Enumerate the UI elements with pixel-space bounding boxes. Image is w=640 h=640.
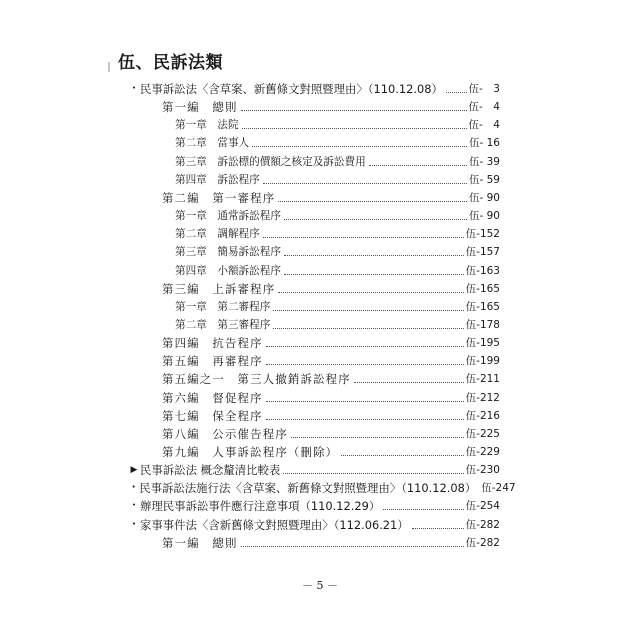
dot-leader bbox=[242, 128, 467, 129]
bullet-icon: ・ bbox=[128, 82, 140, 95]
dot-leader bbox=[263, 183, 467, 184]
toc-entry-title: 第六編 督促程序 bbox=[162, 390, 263, 405]
toc-entry-page: 伍-152 bbox=[465, 228, 500, 241]
toc-entry-title: 第五編之一 第三人撤銷訴訟程序 bbox=[162, 372, 351, 387]
toc-entry-title: 第一編 總則 bbox=[162, 535, 238, 550]
dot-leader bbox=[241, 546, 464, 547]
toc-entry-title: 民事訴訟法 概念釐清比較表 bbox=[140, 463, 281, 478]
dot-leader bbox=[241, 110, 467, 111]
toc-entry-page: 伍-212 bbox=[465, 391, 500, 404]
toc-entry bbox=[162, 532, 500, 550]
toc-entry-page: 伍-157 bbox=[465, 246, 500, 259]
toc-entry-title: 第一章 通常訴訟程序 bbox=[175, 210, 281, 223]
toc-entry bbox=[175, 169, 500, 187]
dot-leader bbox=[291, 437, 464, 438]
bullet-icon: ・ bbox=[128, 517, 140, 531]
dot-leader bbox=[284, 219, 467, 220]
toc-entry bbox=[175, 132, 500, 150]
toc-entry-title: 民事訴訟法〈含草案、新舊條文對照暨理由〉（110.12.08） bbox=[140, 82, 443, 96]
toc-entry bbox=[162, 441, 500, 459]
toc-entry-page: 伍-282 bbox=[465, 536, 500, 549]
page-number: － 5 － bbox=[302, 579, 338, 592]
toc-entry-title: 第四章 訴訟程序 bbox=[175, 173, 260, 186]
dot-leader bbox=[278, 292, 463, 293]
bullet-icon: ・ bbox=[128, 499, 140, 513]
toc-entry bbox=[128, 459, 500, 477]
dot-leader bbox=[252, 146, 467, 147]
section-title: 伍、民訴法類 bbox=[118, 53, 223, 73]
toc-entry bbox=[175, 241, 500, 259]
dot-leader bbox=[273, 310, 463, 311]
toc-entry bbox=[162, 368, 500, 386]
toc-entry-page: 伍-254 bbox=[465, 500, 500, 513]
toc-entry-title: 第五編 再審程序 bbox=[162, 354, 263, 369]
toc-entry-title: 第三章 簡易訴訟程序 bbox=[175, 246, 281, 259]
dot-leader bbox=[263, 237, 464, 238]
toc-entry bbox=[162, 387, 500, 405]
toc-entry-title: 第七編 保全程序 bbox=[162, 408, 263, 423]
toc-entry bbox=[162, 187, 500, 205]
toc-entry-title: 第八編 公示催告程序 bbox=[162, 426, 288, 441]
toc-entry bbox=[175, 223, 500, 241]
toc-entry-page: 伍- 4 bbox=[468, 101, 500, 114]
toc-entry bbox=[175, 260, 500, 278]
toc-entry-page: 伍-282 bbox=[465, 518, 500, 531]
toc-entry-page: 伍- 90 bbox=[469, 210, 500, 223]
toc-entry bbox=[162, 350, 500, 368]
toc-entry-page: 伍-216 bbox=[465, 409, 500, 422]
toc-entry-title: 第二編 第一審程序 bbox=[162, 190, 276, 205]
dot-leader bbox=[369, 165, 467, 166]
toc-entry-page: 伍-247 bbox=[481, 482, 516, 495]
dot-leader bbox=[283, 473, 463, 474]
toc-entry bbox=[175, 114, 500, 132]
toc-entry-page: 伍- 16 bbox=[469, 137, 500, 150]
dot-leader bbox=[383, 509, 463, 510]
toc-entry-page: 伍-178 bbox=[465, 318, 500, 331]
toc-entry bbox=[175, 296, 500, 314]
toc-entry-title: 第二章 當事人 bbox=[175, 137, 250, 150]
toc-entry bbox=[128, 514, 500, 532]
dot-leader bbox=[412, 528, 464, 529]
dot-leader bbox=[284, 274, 464, 275]
toc-entry-page: 伍-211 bbox=[465, 373, 500, 386]
toc-entry-title: 第四編 抗告程序 bbox=[162, 336, 263, 351]
toc-entry-title: 第四章 小額訴訟程序 bbox=[175, 264, 281, 277]
toc-entry-page: 伍- 39 bbox=[469, 155, 500, 168]
toc-entry bbox=[162, 278, 500, 296]
dot-leader bbox=[446, 92, 467, 93]
toc-entry-title: 第三章 訴訟標的價額之核定及訴訟費用 bbox=[175, 155, 366, 168]
toc-entry-title: 第一章 第二審程序 bbox=[175, 300, 271, 313]
toc-entry bbox=[128, 495, 500, 513]
toc-entry-page: 伍-225 bbox=[465, 427, 500, 440]
dot-leader bbox=[266, 346, 464, 347]
toc-entry bbox=[128, 78, 500, 96]
toc-entry-page: 伍-165 bbox=[465, 282, 500, 295]
toc-entry-title: 第二章 第三審程序 bbox=[175, 318, 271, 331]
toc-entry bbox=[162, 405, 500, 423]
arrow-bullet-icon: ▶ bbox=[130, 465, 138, 476]
dot-leader bbox=[354, 382, 464, 383]
toc-entry-title: 民事訴訟法施行法〈含草案、新舊條文對照暨理由〉（110.12.08） bbox=[139, 481, 477, 496]
toc-entry-title: 家事事件法〈含新舊條文對照暨理由〉（112.06.21） bbox=[140, 517, 409, 532]
toc-entry-title: 第二章 調解程序 bbox=[175, 228, 260, 241]
toc-entry bbox=[175, 205, 500, 223]
toc-entry bbox=[175, 151, 500, 169]
toc-entry-page: 伍-195 bbox=[465, 337, 500, 350]
toc-entry-page: 伍-199 bbox=[465, 355, 500, 368]
dot-leader bbox=[273, 328, 463, 329]
toc-entry bbox=[162, 96, 500, 114]
dot-leader bbox=[341, 455, 463, 456]
dot-leader bbox=[266, 364, 464, 365]
toc-entry-page: 伍- 59 bbox=[469, 173, 500, 186]
margin-mark bbox=[108, 62, 110, 72]
toc-entry-page: 伍-230 bbox=[465, 464, 500, 477]
toc-entry-page: 伍- 3 bbox=[468, 83, 500, 95]
dot-leader bbox=[278, 201, 467, 202]
toc-entry-page: 伍-165 bbox=[465, 300, 500, 313]
toc-entry-page: 伍-163 bbox=[465, 264, 500, 277]
toc-entry-title: 第三編 上訴審程序 bbox=[162, 281, 276, 296]
dot-leader bbox=[266, 419, 464, 420]
toc-entry-title: 第一章 法院 bbox=[175, 119, 239, 132]
toc-entry bbox=[162, 423, 500, 441]
toc-entry-page: 伍-229 bbox=[465, 446, 500, 458]
toc-entry-page: 伍- 90 bbox=[469, 191, 500, 204]
toc-entry-title: 辦理民事訴訟事件應行注意事項（110.12.29） bbox=[140, 499, 381, 514]
toc-entry-title: 第一編 總則 bbox=[162, 100, 238, 115]
dot-leader bbox=[266, 401, 464, 402]
toc-entry-page: 伍- 4 bbox=[468, 119, 500, 132]
toc-entry-title: 第九編 人事訴訟程序（刪除） bbox=[162, 445, 339, 459]
toc-entry bbox=[128, 477, 516, 496]
toc-entry bbox=[175, 314, 500, 332]
dot-leader bbox=[284, 255, 464, 256]
toc-entry bbox=[162, 332, 500, 350]
bullet-icon: ・ bbox=[128, 481, 140, 495]
